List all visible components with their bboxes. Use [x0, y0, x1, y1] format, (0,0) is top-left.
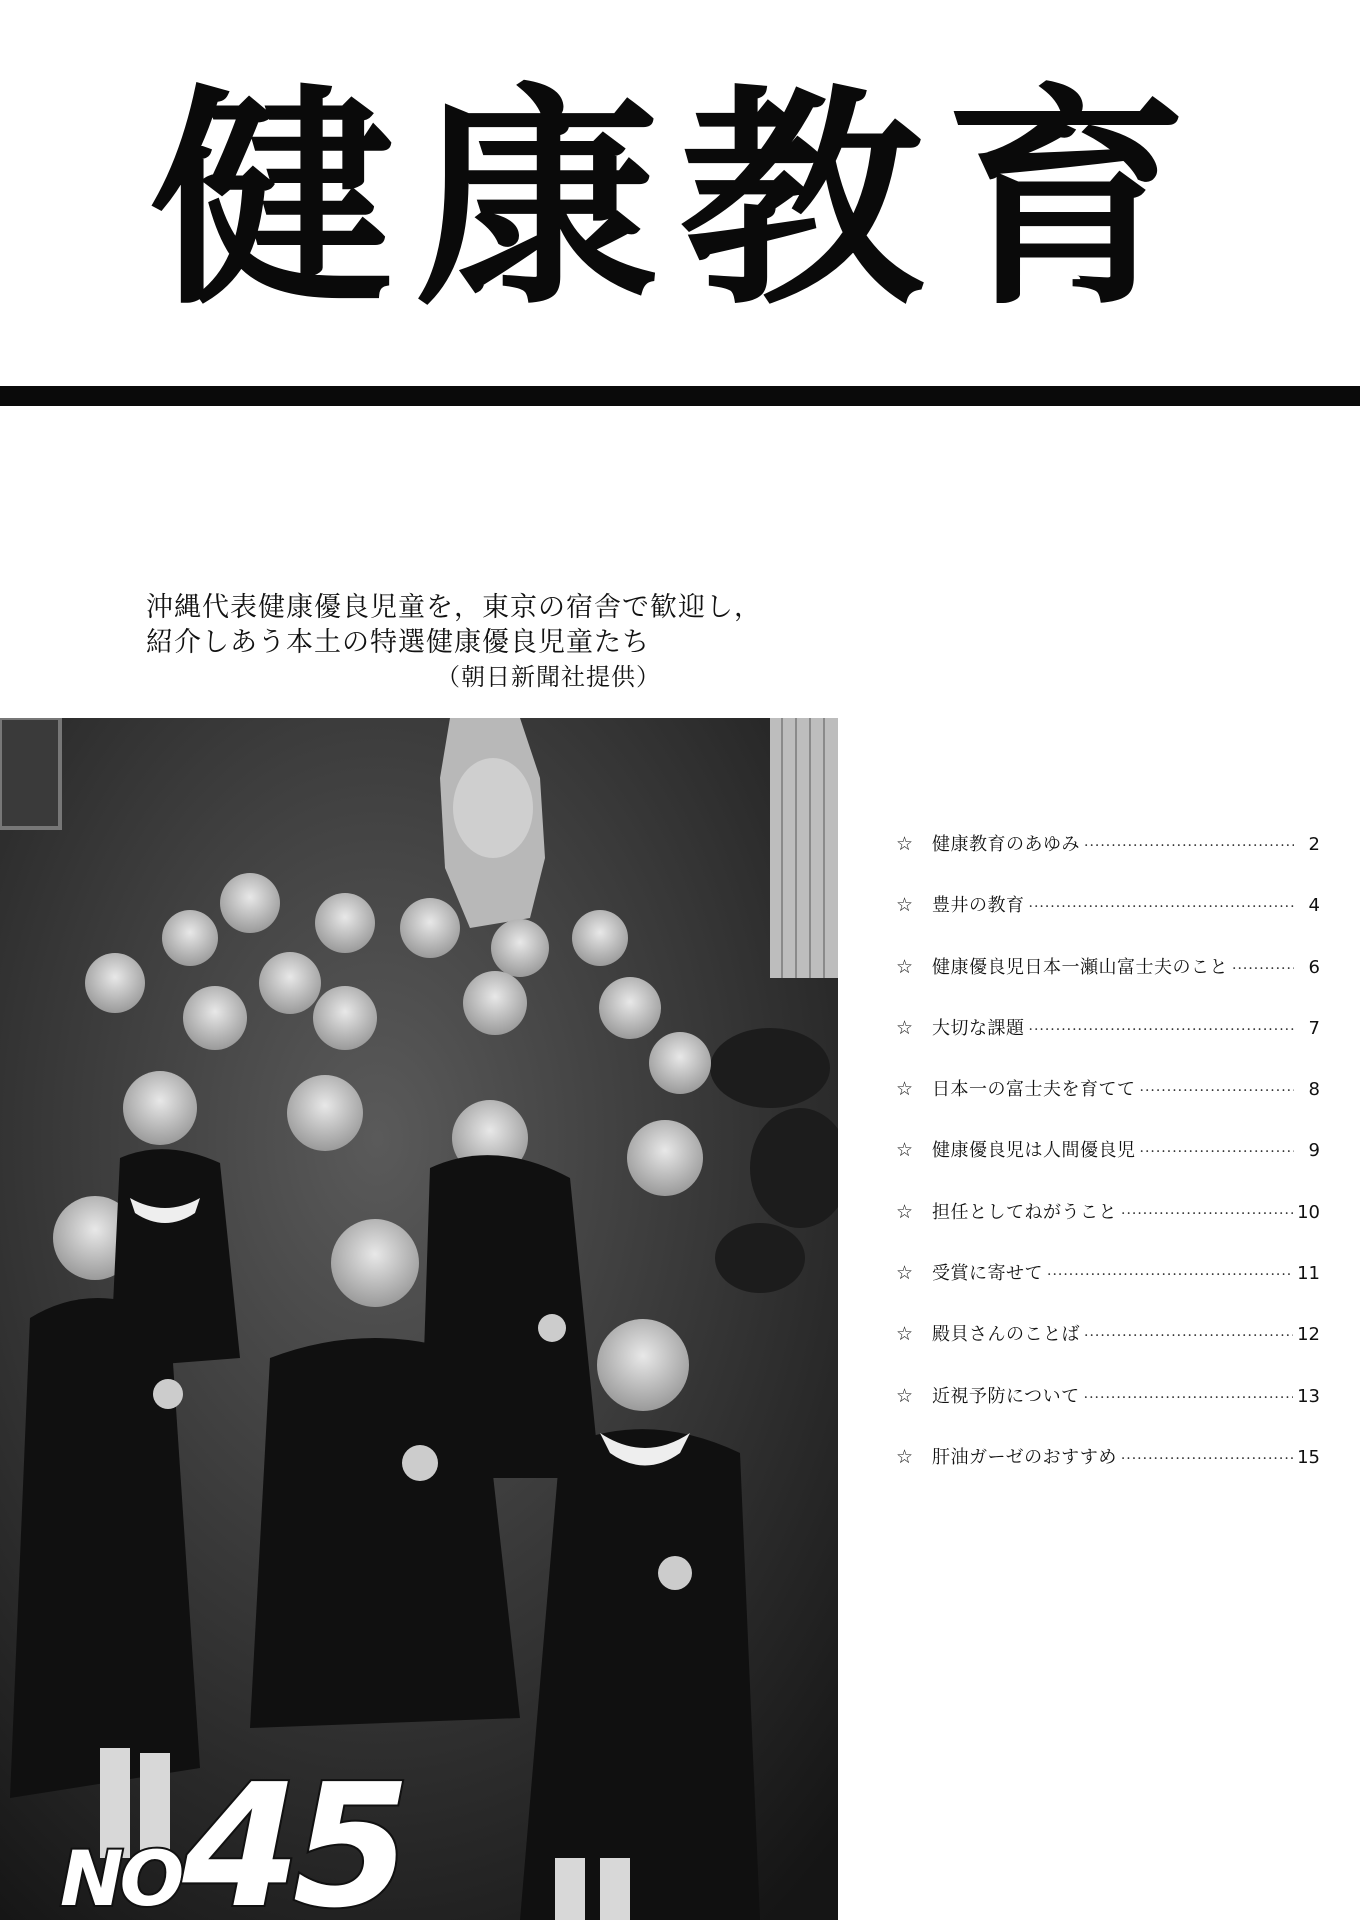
star-icon: ☆ — [896, 833, 914, 855]
toc-item[interactable] — [896, 1014, 1320, 1075]
toc-item-title: 近視予防について — [932, 1385, 1080, 1407]
toc-item-page: 4 — [1308, 895, 1320, 917]
star-icon: ☆ — [896, 1200, 914, 1223]
photo-credit: （朝日新聞社提供） — [436, 663, 661, 691]
toc-item-page: 6 — [1308, 956, 1320, 978]
toc-item-title: 殿貝さんのことば — [932, 1324, 1080, 1346]
toc-item[interactable] — [896, 1259, 1320, 1320]
toc-item-title: 肝油ガーゼのおすすめ — [932, 1446, 1117, 1468]
toc-item[interactable] — [896, 1382, 1320, 1443]
leader-dots — [1084, 1328, 1293, 1344]
toc-item-title: 健康優良児日本一瀬山富士夫のこと — [932, 956, 1228, 978]
toc-item-page: 9 — [1308, 1140, 1320, 1162]
toc-item[interactable] — [896, 1320, 1320, 1381]
toc-item-title: 豊井の教育 — [932, 895, 1025, 917]
toc-item[interactable] — [896, 1136, 1320, 1197]
masthead — [0, 60, 1360, 340]
star-icon: ☆ — [896, 1323, 914, 1346]
toc-item-page: 8 — [1308, 1079, 1320, 1101]
leader-dots — [1084, 1390, 1293, 1406]
leader-dots — [1047, 1267, 1293, 1283]
toc-item[interactable] — [896, 1198, 1320, 1259]
toc-item[interactable] — [896, 1075, 1320, 1136]
toc-item-title: 大切な課題 — [932, 1017, 1025, 1039]
toc-item[interactable] — [896, 891, 1320, 952]
caption-line-1: 沖縄代表健康優良児童を，東京の宿舎で歓迎し， — [146, 592, 762, 623]
issue-prefix: NO — [60, 1834, 181, 1920]
cover-photo — [0, 718, 838, 1920]
magazine-title: 健康教育 — [150, 63, 1210, 336]
star-icon: ☆ — [896, 1139, 914, 1162]
toc-item-page: 2 — [1308, 834, 1320, 855]
toc-item-title: 担任としてねがうこと — [932, 1201, 1117, 1223]
group-photo-illustration — [0, 718, 838, 1920]
leader-dots — [1029, 899, 1295, 915]
star-icon: ☆ — [896, 1262, 914, 1285]
star-icon: ☆ — [896, 894, 914, 917]
star-icon: ☆ — [896, 955, 914, 978]
caption-line-2: 紹介しあう本土の特選健康優良児童たち — [146, 627, 650, 658]
toc-item-title: 健康優良児は人間優良児 — [932, 1140, 1136, 1162]
leader-dots — [1121, 1451, 1293, 1467]
toc-item-page: 12 — [1297, 1324, 1320, 1346]
toc-item-page: 15 — [1297, 1446, 1320, 1468]
star-icon: ☆ — [896, 1016, 914, 1039]
table-of-contents — [896, 830, 1320, 1504]
toc-item[interactable] — [896, 830, 1320, 891]
toc-item-page: 10 — [1297, 1201, 1320, 1223]
issue-number — [60, 1748, 403, 1920]
toc-item-title: 受賞に寄せて — [932, 1263, 1043, 1285]
leader-dots — [1232, 961, 1294, 977]
leader-dots — [1084, 838, 1294, 854]
toc-item-title: 日本一の富士夫を育てて — [932, 1079, 1136, 1101]
toc-item[interactable] — [896, 1443, 1320, 1504]
toc-item-page: 13 — [1297, 1385, 1320, 1407]
toc-item[interactable] — [896, 953, 1320, 1014]
leader-dots — [1121, 1206, 1293, 1222]
leader-dots — [1140, 1144, 1295, 1160]
toc-item-page: 7 — [1308, 1017, 1320, 1039]
leader-dots — [1029, 1022, 1295, 1038]
star-icon: ☆ — [896, 1445, 914, 1468]
leader-dots — [1140, 1083, 1295, 1099]
star-icon: ☆ — [896, 1078, 914, 1101]
toc-item-title: 健康教育のあゆみ — [932, 834, 1080, 855]
toc-item-page: 11 — [1297, 1263, 1320, 1285]
photo-caption — [146, 590, 786, 695]
masthead-rule — [0, 386, 1360, 406]
star-icon: ☆ — [896, 1384, 914, 1407]
issue-digits: 45 — [182, 1748, 403, 1920]
